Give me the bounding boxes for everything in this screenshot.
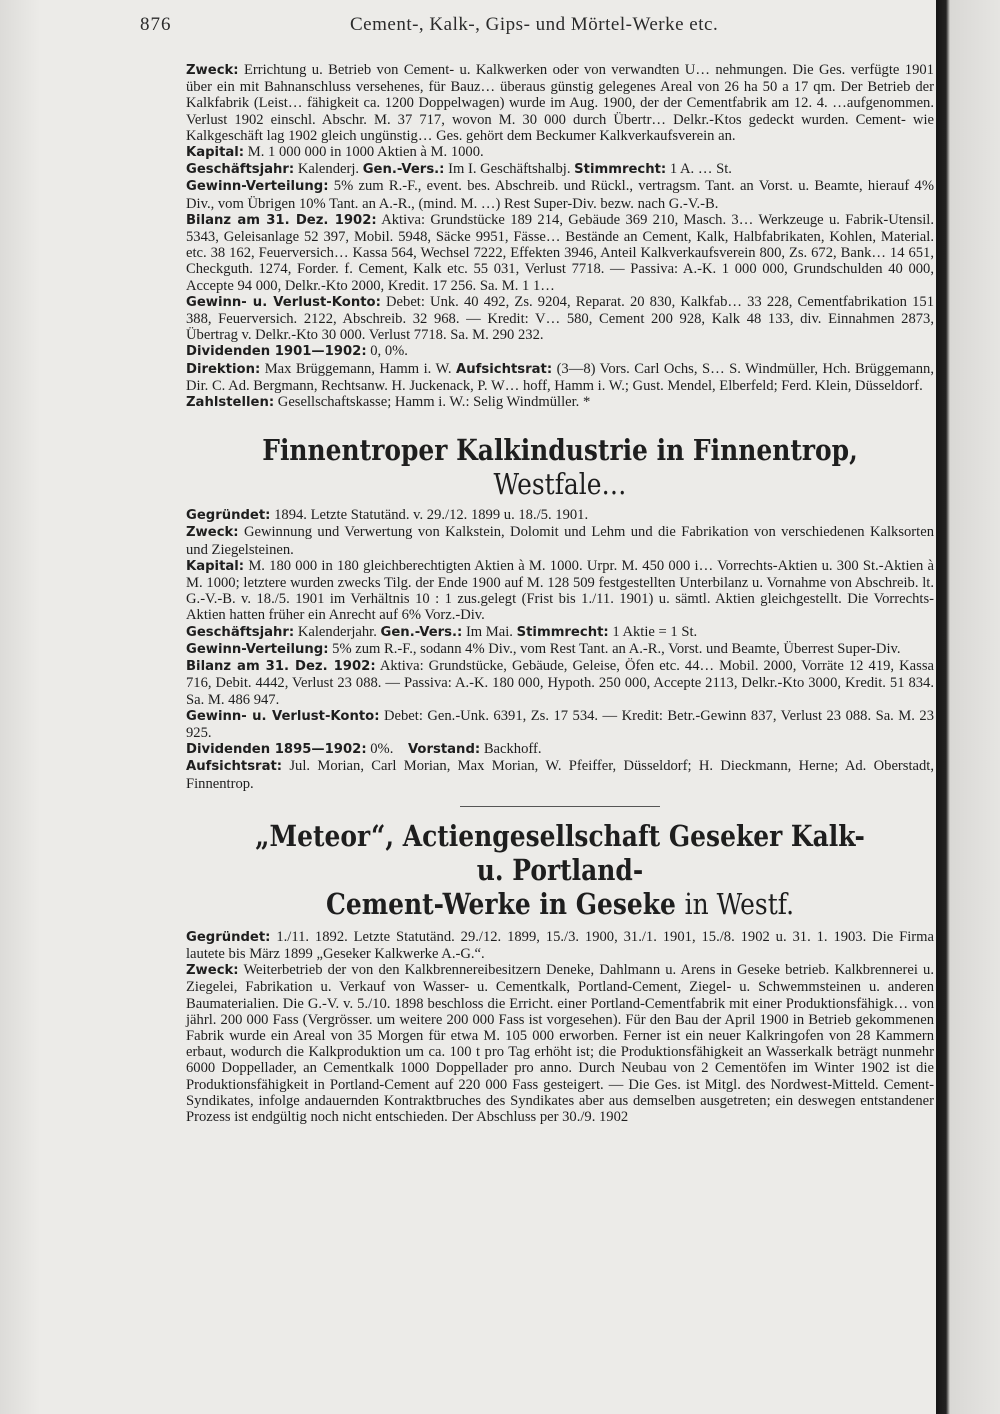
s2-div-label: Dividenden 1895—1902: — [186, 742, 367, 758]
page-left-shadow — [0, 0, 40, 1414]
s2-div-text: 0%. — [370, 741, 394, 758]
s1-gewinn — [186, 178, 934, 211]
s2-sr-label: Stimmrecht: — [516, 624, 609, 640]
s2-guv — [186, 708, 934, 741]
s1-bilanz-label: Bilanz am 31. Dez. 1902: — [186, 212, 377, 228]
s2-gegr-label: Gegründet: — [186, 508, 271, 524]
s1-div-text: 0, 0%. — [370, 343, 408, 360]
s1-guv-text: Debet: Unk. 40 492, Zs. 9204, Reparat. 20 830, Kalkfab… 33 228, Cementfabrikation 151 388, Feuerversich. 2122, Abschreib. 32 968. — Kredit: V… 580, Cement 200 928, Kalk 48 133, div. Einnahmen 2873, Übertrag v. Delkr.-Kto 30 000. Verlust 7718. Sa. M. 290 232. — [186, 293, 934, 344]
s2-aufsichtsrat — [186, 758, 934, 791]
s3-title-norm: in Westf. — [684, 886, 795, 921]
s2-bilanz-label: Bilanz am 31. Dez. 1902: — [186, 659, 376, 675]
s2-gewinn-label: Gewinn-Verteilung: — [186, 641, 329, 657]
s2-gj-label: Geschäftsjahr: — [186, 624, 295, 640]
s1-kapital-label: Kapital: — [186, 145, 245, 161]
s1-bilanz-text: Aktiva: Grundstücke 189 214, Gebäude 369 210, Masch. 3… Werkzeuge u. Fabrik-Utensil. 5343, Geleisanlage 52 397, Mobil. 5948, Säcke 9951, Fässe… Bestände an Cement, Kalk, Halbfabrikaten, Kohlen, Material. etc. 38 162, Feuerversich… Kassa 564, Wechsel 7222, Effekten 3946, Anteil Kalkverkaufsverein 800, Zs. 672, Bank… 14 651, Checkguth. 1274, Forder. f. Cement, Kalk etc. 55 031, Verlust 7718. — Passiva: A.-K. 1 000 000, Grundschulden 40 000, Accepte 94 000, Delkr.-Kto 2000, Kredit. 17 256. Sa. M. 1 1… — [186, 211, 935, 294]
s1-gj-text: Kalenderj. — [297, 161, 360, 178]
s1-guv-label: Gewinn- u. Verlust-Konto: — [186, 294, 381, 310]
s2-sr-text: 1 Aktie = 1 St. — [612, 623, 698, 640]
section-divider — [460, 806, 660, 807]
s2-ar-label: Aufsichtsrat: — [186, 759, 283, 775]
s1-gewinn-label: Gewinn-Verteilung: — [186, 179, 329, 195]
s2-gj-text: Kalenderjahr. — [297, 623, 377, 640]
s3-gegr-label: Gegründet: — [186, 929, 271, 945]
page-header — [140, 14, 940, 44]
s2-gv-text: Im Mai. — [465, 623, 513, 640]
s1-dir-label: Direktion: — [186, 361, 261, 377]
s1-dividenden — [186, 343, 934, 360]
s2-ar-text: Jul. Morian, Carl Morian, Max Morian, W. Pfeiffer, Düsseldorf; H. Dieckmann, Herne; Ad. Oberstadt, Finnentrop. — [186, 758, 935, 792]
s2-zweck-text: Gewinnung und Verwertung von Kalkstein, Dolomit und Lehm und die Fabrikation von verschiedenen Kalksorten und Ziegelsteinen. — [186, 524, 934, 558]
s2-kapital-label: Kapital: — [186, 558, 245, 574]
s3-gegr-text: 1./11. 1892. Letzte Statutänd. 29./12. 1899, 15./3. 1900, 31./1. 1901, 15./8. 1902 u. 31. 1. 1903. Die Firma lautete bis März 1899 „Geseker Kalkwerke A.-G.“. — [186, 928, 934, 962]
s2-kapital-text: M. 180 000 in 180 gleichberechtigten Aktien à M. 1000. Urpr. M. 450 000 i… Vorrechts-Aktien u. 300 St.-Aktien à M. 1000; letztere wurden zwecks Tilg. der Ende 1900 auf M. 128 509 festgestellten Unterbilanz u. Vornahme von Abschreib. lt. G.-V.-B. v. 18./5. 1901 im Verhältnis 10 : 1 zus.gelegt (Frist bis 1./11. 1901) u. sämtl. Aktien gleichgestellt. Die Vorrechts-Aktien hatten früher ein Anrecht auf 6% Vorz.-Div. — [186, 557, 934, 624]
s2-vor-text: Backhoff. — [483, 741, 542, 758]
s1-kapital — [186, 144, 934, 161]
running-head: Cement-, Kalk-, Gips- und Mörtel-Werke etc. — [350, 14, 719, 35]
s2-guv-text: Debet: Gen.-Unk. 6391, Zs. 17 534. — Kredit: Betr.-Gewinn 837, Verlust 23 088. Sa. M. 23 925. — [186, 707, 934, 741]
s1-guv — [186, 294, 934, 344]
s2-kapital — [186, 558, 934, 624]
page-number: 876 — [140, 14, 172, 35]
s2-zweck — [186, 524, 934, 557]
s2-dividenden — [186, 741, 934, 758]
s1-zahl-text: Gesellschaftskasse; Hamm i. W.: Selig Windmüller. * — [277, 394, 591, 411]
s2-vor-label: Vorstand: — [407, 742, 481, 758]
s1-zahlstellen — [186, 394, 934, 411]
s3-title-line1: „Meteor“, Actiengesellschaft Geseker Kalk- u. Portland- — [255, 818, 865, 887]
s2-zweck-label: Zweck: — [186, 525, 239, 541]
s2-gewinn-text: 5% zum R.-F., sodann 4% Div., vom Rest Tant. an A.-R., Vorst. und Beamte, Überrest Super-Div. — [332, 640, 901, 657]
s1-zweck — [186, 62, 934, 144]
s2-gegr-text: 1894. Letzte Statutänd. v. 29./12. 1899 u. 18./5. 1901. — [274, 507, 589, 524]
s1-cont-text: nehmungen. Die Ges. verfügte 1901 über ein mit Bahnanschluss versehenes, für Bauz… überaus günstig gelegenes Areal von 26 ha 50 a 17 qm. Der Betrieb der Kalkfabrik (Leist… fähigkeit ca. 1200 Doppelwagen) wurde im Aug. 1900, der der Cementfabrik am 12. 4. …aufgenommen. Verlust 1902 einschl. Abschr. M. 37 717, wovon M. 30 000 durch Übertr… Delkr.-Ktos gedeckt wurden. Cement- wie Kalkgeschäft lag 1902 gleich ungünstig… Ges. gehört dem Beckumer Kalkverkaufsverein an. — [186, 62, 934, 144]
s1-sr-text: 1 A. … St. — [669, 161, 732, 178]
s1-zahl-label: Zahlstellen: — [186, 395, 275, 411]
s1-ar-text: (3—8) Vors. Carl Ochs, S… S. Windmüller, Hch. Brüggemann, Dir. C. Ad. Bergmann, Rechtsanw. H. Juckenack, P. W… hoff, Hamm i. W.; Gust. Mendel, Elberfeld; Ferd. Klein, Düsseldorf. — [186, 360, 934, 394]
s1-bilanz — [186, 212, 934, 294]
s1-sr-label: Stimmrecht: — [574, 162, 667, 178]
s3-title-line2 — [238, 887, 881, 921]
s2-title — [238, 433, 881, 501]
s1-ar-label: Aufsichtsrat: — [456, 361, 553, 377]
adjacent-page-strip — [936, 0, 1000, 1414]
s1-gv-text: Im I. Geschäftshalbj. — [448, 161, 571, 178]
s3-gegruendet — [186, 929, 934, 962]
s2-gv-label: Gen.-Vers.: — [380, 624, 463, 640]
s3-zweck-label: Zweck: — [186, 963, 239, 979]
s1-gewinn-text: 5% zum R.-F., event. bes. Abschreib. und Rückl., vertragsm. Tant. an Vorst. u. Beamte, hierauf 4% Div., vom Übrigen 10% Tant. an A.-R., (mind. M. …) Rest Super-Div. bezw. nach G.-V.-B. — [186, 178, 934, 212]
s1-zweck-text: Errichtung u. Betrieb von Cement- u. Kalkwerken oder von verwandten U… — [243, 62, 710, 78]
s3-title-bold: Cement-Werke in Geseke — [325, 886, 676, 921]
s3-zweck — [186, 962, 934, 1125]
s2-title-bold: Finnentroper Kalkindustrie in Finnentrop, — [262, 433, 858, 468]
s1-div-label: Dividenden 1901—1902: — [186, 344, 367, 360]
page-content — [186, 62, 934, 1125]
s1-meta — [186, 161, 934, 178]
s1-gv-label: Gen.-Vers.: — [362, 162, 445, 178]
s2-title-norm: Westfale… — [493, 467, 627, 502]
s1-direktion — [186, 361, 934, 394]
s2-gegruendet — [186, 507, 934, 524]
s2-guv-label: Gewinn- u. Verlust-Konto: — [186, 708, 380, 724]
s1-zweck-label: Zweck: — [186, 63, 239, 78]
s1-gj-label: Geschäftsjahr: — [186, 162, 295, 178]
s2-bilanz — [186, 658, 934, 708]
s1-kapital-text: M. 1 000 000 in 1000 Aktien à M. 1000. — [247, 144, 484, 161]
s2-gewinn — [186, 641, 934, 658]
s3-zweck-text: Weiterbetrieb der von den Kalkbrennereibesitzern Deneke, Dahlmann u. Arens in Geseke betrieb. Kalkbrennerei u. Ziegelei, Fabrikation u. Verkauf von Wasser- u. Cementkalk, Portland-Cement, Ziegel- u. Schwemmsteinen u. anderen Baumaterialien. Die G.-V. v. 5./10. 1898 beschloss die Erricht. einer Portland-Cementfabrik mit einer Produktionsfähigk… von jährl. 200 000 Fass (Vergrösser. um weitere 200 000 Fass ist vorgesehen). Für den Bau der April 1900 in Betrieb gekommenen Fabrik wurde ein Areal von 35 Morgen für etwa M. 105 000 erworben. Ferner ist ein neuer Kalkringofen von 28 Kammern erbaut, wodurch die Kalkproduktion um ca. 100 t pro Tag erhöht ist; die Produktionsfähigkeit an Wasserkalk beträgt nunmehr 6000 Doppellader, an Cementkalk 1000 Doppellader pro anno. Durch Neubau von 2 Cementöfen im Winter 1902 ist die Produktionsfähigkeit in Portland-Cement auf 220 000 Fass gesteigert. — Die Ges. ist Mitgl. des Nordwest-Mitteld. Cement-Syndikates, infolge andauernden Kontraktbruches des Syndikates aber aus demselben ausgetreten; ein deswegen entstandener Prozess ist endgültig noch nicht entschieden. Der Abschluss per 30./9. 1902 — [186, 962, 934, 1125]
s2-meta — [186, 624, 934, 641]
s2-bilanz-text: Aktiva: Grundstücke, Gebäude, Geleise, Öfen etc. 44… Mobil. 2000, Vorräte 12 419, Kassa 716, Debit. 4442, Verlust 23 088. — Passiva: A.-K. 180 000, Hypoth. 250 000, Accepte 2113, Delkr.-Kto 3000, Kredit. 51 834. Sa. M. 486 947. — [186, 658, 934, 708]
s1-dir-text: Max Brüggemann, Hamm i. W. — [264, 360, 452, 377]
